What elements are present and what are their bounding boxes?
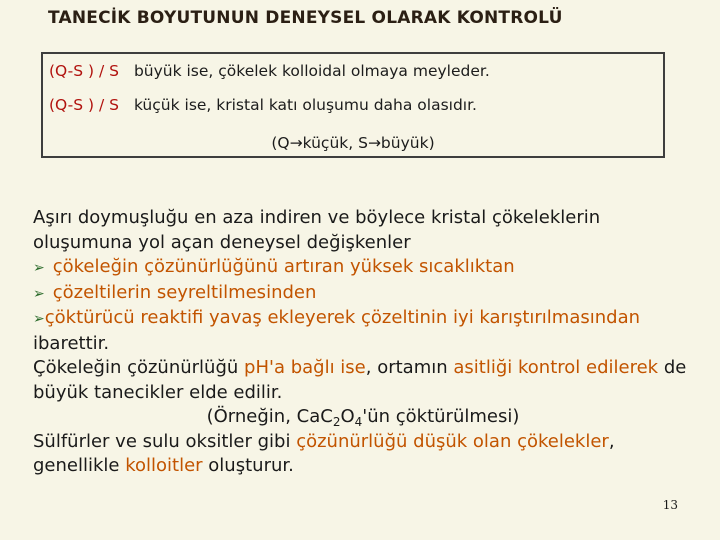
example-line: (Örneğin, $CaC_2O_4'ün$ çöktürülmesi) xyxy=(206,406,520,429)
box-line-small-ratio xyxy=(49,96,477,114)
box-line-large-ratio xyxy=(49,62,490,80)
definition-box xyxy=(41,52,665,158)
box-line-condition: (Q→küçük, S→büyük) xyxy=(271,134,435,152)
ph-paragraph: Çökeleğin çözünürlüğü pH'a bağlı ise, ortamın asitliği kontrol edilerek de büyük tanecikler elde edilir. xyxy=(33,357,687,403)
box-line-text: büyük ise, çökelek kolloidal olmaya meyleder. xyxy=(133,62,490,80)
ratio-expression: (Q-S ) / S xyxy=(49,62,119,80)
bullet-item: ➢ çözeltilerin seyreltilmesinden xyxy=(33,281,317,303)
bullet-item: ➢çöktürücü reaktifi yavaş ekleyerek çözeltinin iyi karıştırılmasından ibarettir. xyxy=(33,307,641,354)
page-number: 13 xyxy=(662,498,678,512)
slide-title: TANECİK BOYUTUNUN DENEYSEL OLARAK KONTROLÜ xyxy=(48,8,563,28)
box-line-text: küçük ise, kristal katı oluşumu daha olasıdır. xyxy=(133,96,477,114)
intro-paragraph: Aşırı doymuşluğu en aza indiren ve böylece kristal çökeleklerin oluşumuna yol açan deneysel değişkenler xyxy=(33,207,601,253)
ratio-expression: (Q-S ) / S xyxy=(49,96,119,114)
arrowhead-bullet-icon: ➢ xyxy=(33,285,45,302)
arrowhead-bullet-icon: ➢ xyxy=(33,260,45,276)
colloid-paragraph: Sülfürler ve sulu oksitler gibi çözünürlüğü düşük olan çökelekler, genellikle kolloitler oluşturur. xyxy=(33,430,615,476)
arrowhead-bullet-icon: ➢ xyxy=(33,311,45,327)
body-text xyxy=(33,206,693,479)
bullet-item: ➢ çökeleğin çözünürlüğünü artıran yüksek sıcaklıktan xyxy=(33,256,515,277)
